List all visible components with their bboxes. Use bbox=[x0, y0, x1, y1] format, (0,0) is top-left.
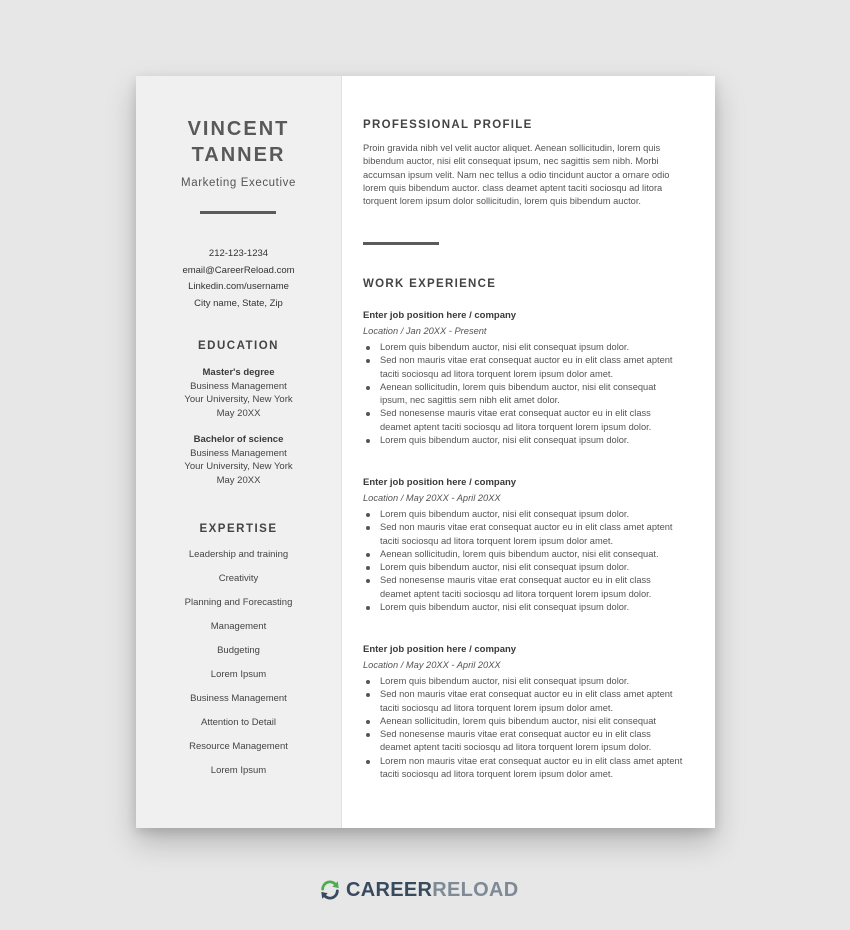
job-bullet-text: Sed nonesense mauris vitae erat consequat auctor eu in elit class deamet aptent taciti sociosqu ad litora torquent lorem ipsum dolor. bbox=[380, 729, 652, 753]
job-bullet bbox=[363, 341, 683, 354]
job-title: Enter job position here / company bbox=[363, 644, 517, 655]
job-bullet bbox=[363, 508, 683, 521]
contact-phone: 212-123-1234 bbox=[208, 248, 269, 259]
job-bullet-text: Lorem quis bibendum auctor, nisi elit consequat ipsum dolor. bbox=[380, 676, 630, 686]
job-bullet bbox=[363, 574, 683, 601]
job-bullet bbox=[363, 755, 683, 782]
logo-text-reload: RELOAD bbox=[432, 878, 519, 901]
column-divider bbox=[341, 76, 342, 828]
job-bullet bbox=[363, 601, 683, 614]
job-bullet-text: Aenean sollicitudin, lorem quis bibendum auctor, nisi elit consequat. bbox=[380, 548, 659, 559]
job-bullet-text: Lorem quis bibendum auctor, nisi elit consequat ipsum dolor. bbox=[380, 509, 630, 519]
first-name: VINCENT bbox=[187, 118, 290, 140]
job-bullet bbox=[363, 521, 683, 548]
bullet-icon bbox=[366, 606, 370, 610]
job-meta: Location / May 20XX - April 20XX bbox=[363, 660, 501, 670]
contact-location: City name, State, Zip bbox=[194, 297, 283, 309]
job-bullet-text: Lorem quis bibendum auctor, nisi elit consequat ipsum dolor. bbox=[380, 562, 630, 573]
logo-text-career: CAREER bbox=[346, 878, 433, 901]
education-heading: EDUCATION bbox=[197, 340, 279, 352]
job-bullet bbox=[363, 728, 683, 755]
job-meta: Location / May 20XX - April 20XX bbox=[363, 493, 501, 503]
last-name: TANNER bbox=[191, 144, 286, 166]
logo-wordmark bbox=[346, 879, 519, 902]
job-bullet-text: Aenean sollicitudin, lorem quis bibendum auctor, nisi elit consequat ipsum, nec sagittis sem nibh elit amet dolor. bbox=[380, 381, 656, 406]
education-date: May 20XX bbox=[216, 407, 261, 419]
contact-linkedin: Linkedin.com/username bbox=[188, 281, 289, 292]
job-bullet bbox=[363, 548, 683, 561]
bullet-icon bbox=[366, 760, 370, 764]
experience-heading: WORK EXPERIENCE bbox=[363, 278, 497, 290]
bullet-icon bbox=[366, 412, 370, 416]
job-bullet-text: Sed nonesense mauris vitae erat consequat auctor eu in elit class deamet aptent taciti sociosqu ad litora torquent lorem ipsum dolor. bbox=[380, 575, 652, 599]
expertise-item: Budgeting bbox=[217, 645, 260, 656]
profile-heading: PROFESSIONAL PROFILE bbox=[363, 119, 533, 131]
sidebar-divider bbox=[200, 211, 276, 214]
main-divider bbox=[363, 242, 439, 245]
education-school: Your University, New York bbox=[184, 461, 293, 472]
job-entry bbox=[363, 476, 683, 614]
job-title: Enter job position here / company bbox=[363, 477, 517, 488]
job-bullet-text: Lorem quis bibendum auctor, nisi elit consequat ipsum dolor. bbox=[380, 602, 630, 613]
expertise-heading: EXPERTISE bbox=[199, 523, 278, 535]
job-bullet-text: Lorem quis bibendum auctor, nisi elit consequat ipsum dolor. bbox=[380, 435, 630, 446]
job-title: Enter job position here / company bbox=[363, 310, 517, 321]
bullet-icon bbox=[366, 566, 370, 570]
bullet-icon bbox=[366, 513, 370, 517]
job-bullet bbox=[363, 434, 683, 447]
bullet-icon bbox=[366, 579, 370, 583]
education-item bbox=[136, 433, 341, 487]
bullet-icon bbox=[366, 439, 370, 443]
job-bullet-text: Sed non mauris vitae erat consequat auctor eu in elit class amet aptent taciti sociosqu ad litora torquent lorem ipsum dolor amet. bbox=[380, 689, 673, 713]
expertise-item: Management bbox=[210, 621, 267, 632]
job-entry bbox=[363, 309, 683, 447]
job-bullet bbox=[363, 675, 683, 688]
bullet-icon bbox=[366, 359, 370, 363]
job-entry bbox=[363, 643, 683, 781]
job-bullets bbox=[363, 341, 683, 447]
job-bullet-text: Sed non mauris vitae erat consequat auctor eu in elit class amet aptent taciti sociosqu ad litora torquent lorem ipsum dolor amet. bbox=[380, 355, 673, 379]
contact-info bbox=[136, 246, 341, 312]
bullet-icon bbox=[366, 680, 370, 684]
resume-page bbox=[136, 76, 715, 828]
bullet-icon bbox=[366, 553, 370, 557]
education-degree: Bachelor of science bbox=[193, 434, 284, 445]
job-bullet bbox=[363, 715, 683, 728]
job-bullet-text: Lorem quis bibendum auctor, nisi elit consequat ipsum dolor. bbox=[380, 342, 630, 352]
job-bullet-text: Aenean sollicitudin, lorem quis bibendum auctor, nisi elit consequat bbox=[380, 715, 656, 726]
expertise-item: Leadership and training bbox=[188, 549, 289, 560]
education-item bbox=[136, 366, 341, 420]
expertise-item: Lorem Ipsum bbox=[210, 765, 267, 776]
reload-arrows-icon bbox=[319, 879, 341, 901]
bullet-icon bbox=[366, 693, 370, 697]
job-role: Marketing Executive bbox=[181, 177, 296, 189]
job-bullet bbox=[363, 381, 683, 408]
expertise-item: Creativity bbox=[218, 573, 259, 584]
education-field: Business Management bbox=[190, 447, 287, 459]
job-bullet-text: Sed nonesense mauris vitae erat consequat auctor eu in elit class deamet aptent taciti sociosqu ad litora torquent lorem ipsum dolor. bbox=[380, 408, 652, 432]
bullet-icon bbox=[366, 386, 370, 390]
job-bullet-text: Lorem non mauris vitae erat consequat auctor eu in elit class amet aptent taciti sociosqu ad litora torquent lorem ipsum dolor amet. bbox=[380, 755, 683, 780]
job-bullet-text: Sed non mauris vitae erat consequat auctor eu in elit class amet aptent taciti sociosqu ad litora torquent lorem ipsum dolor amet. bbox=[380, 522, 673, 546]
expertise-list bbox=[136, 548, 341, 788]
expertise-item: Lorem Ipsum bbox=[210, 669, 267, 680]
education-school: Your University, New York bbox=[184, 394, 293, 405]
education-date: May 20XX bbox=[216, 474, 261, 486]
job-bullet bbox=[363, 561, 683, 574]
expertise-item: Planning and Forecasting bbox=[184, 597, 293, 608]
job-bullet bbox=[363, 407, 683, 434]
resume-sidebar bbox=[136, 76, 341, 828]
job-bullets bbox=[363, 675, 683, 781]
expertise-item: Resource Management bbox=[189, 741, 288, 752]
job-bullets bbox=[363, 508, 683, 614]
profile-text: Proin gravida nibh vel velit auctor aliquet. Aenean sollicitudin, lorem quis bibendum auctor, nisi elit consequat ipsum, nec sagittis sem nibh. Morbi accumsan ipsum velit. Nam nec tellus a odio tincidunt auctor a ornare odio lorem quis bibendum auctor. class deamet aptent taciti sociosqu ad litora torquent lorem ipsum dolor sollicitudin, lorem quis bibendum auctor. bbox=[363, 143, 670, 207]
education-degree: Master's degree bbox=[202, 367, 275, 378]
bullet-icon bbox=[366, 526, 370, 530]
education-field: Business Management bbox=[190, 380, 287, 392]
job-meta: Location / Jan 20XX - Present bbox=[363, 326, 487, 336]
job-bullet bbox=[363, 354, 683, 381]
expertise-item: Business Management bbox=[190, 693, 287, 704]
bullet-icon bbox=[366, 346, 370, 350]
contact-email: email@CareerReload.com bbox=[182, 264, 295, 276]
expertise-item: Attention to Detail bbox=[201, 717, 276, 728]
job-bullet bbox=[363, 688, 683, 715]
bullet-icon bbox=[366, 733, 370, 737]
bullet-icon bbox=[366, 720, 370, 724]
careerreload-logo[interactable] bbox=[319, 877, 519, 903]
